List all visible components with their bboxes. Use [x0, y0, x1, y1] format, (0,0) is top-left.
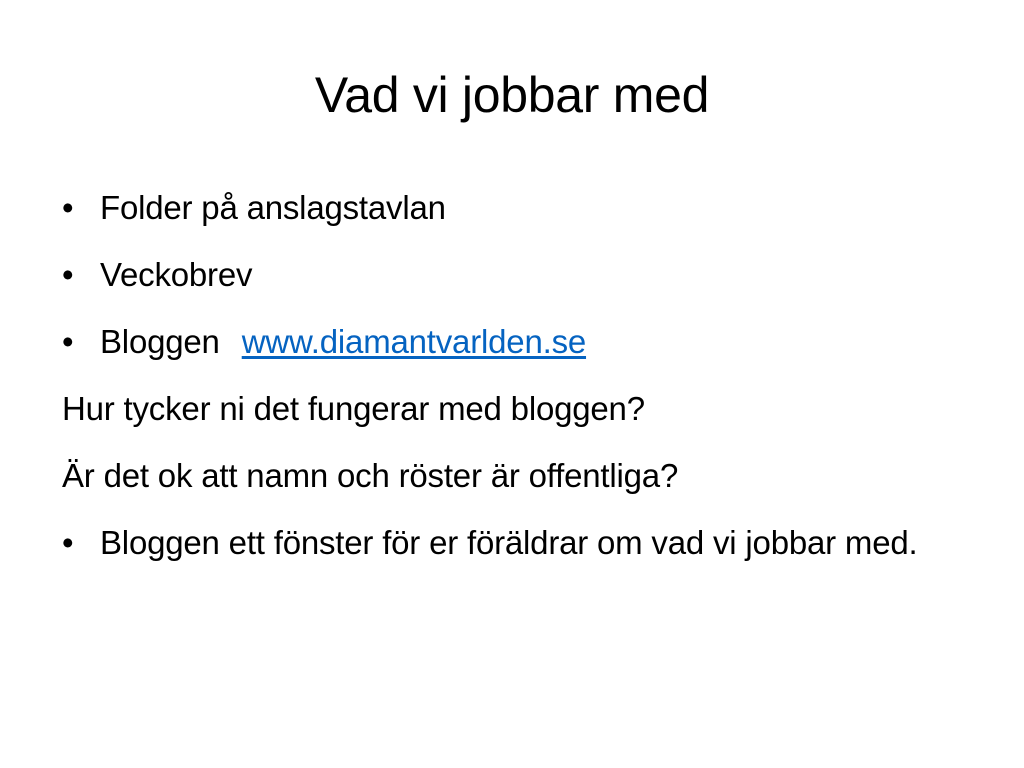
- paragraph-text: Hur tycker ni det fungerar med bloggen?: [62, 390, 645, 427]
- paragraph: [62, 456, 962, 496]
- list-item: [62, 322, 962, 362]
- bullet-icon: •: [62, 256, 74, 293]
- list-item: [62, 188, 962, 228]
- paragraph-text: Är det ok att namn och röster är offentliga?: [62, 457, 679, 494]
- list-item: [62, 255, 962, 295]
- list-item-content: [62, 322, 962, 362]
- bullet-icon: •: [62, 189, 74, 226]
- paragraph: [62, 389, 962, 429]
- list-item-text: Bloggen: [100, 323, 220, 360]
- blog-link[interactable]: www.diamantvarlden.se: [241, 323, 587, 360]
- bullet-icon: •: [62, 323, 74, 360]
- list-item-text: Bloggen ett fönster för er föräldrar om vad vi jobbar med.: [100, 524, 918, 561]
- bullet-icon: •: [62, 524, 74, 561]
- slide-title: Vad vi jobbar med: [314, 67, 710, 123]
- list-item-text: Folder på anslagstavlan: [100, 189, 446, 226]
- slide-body: [62, 188, 962, 590]
- list-item-text: Veckobrev: [100, 256, 253, 293]
- list-item: [62, 523, 962, 563]
